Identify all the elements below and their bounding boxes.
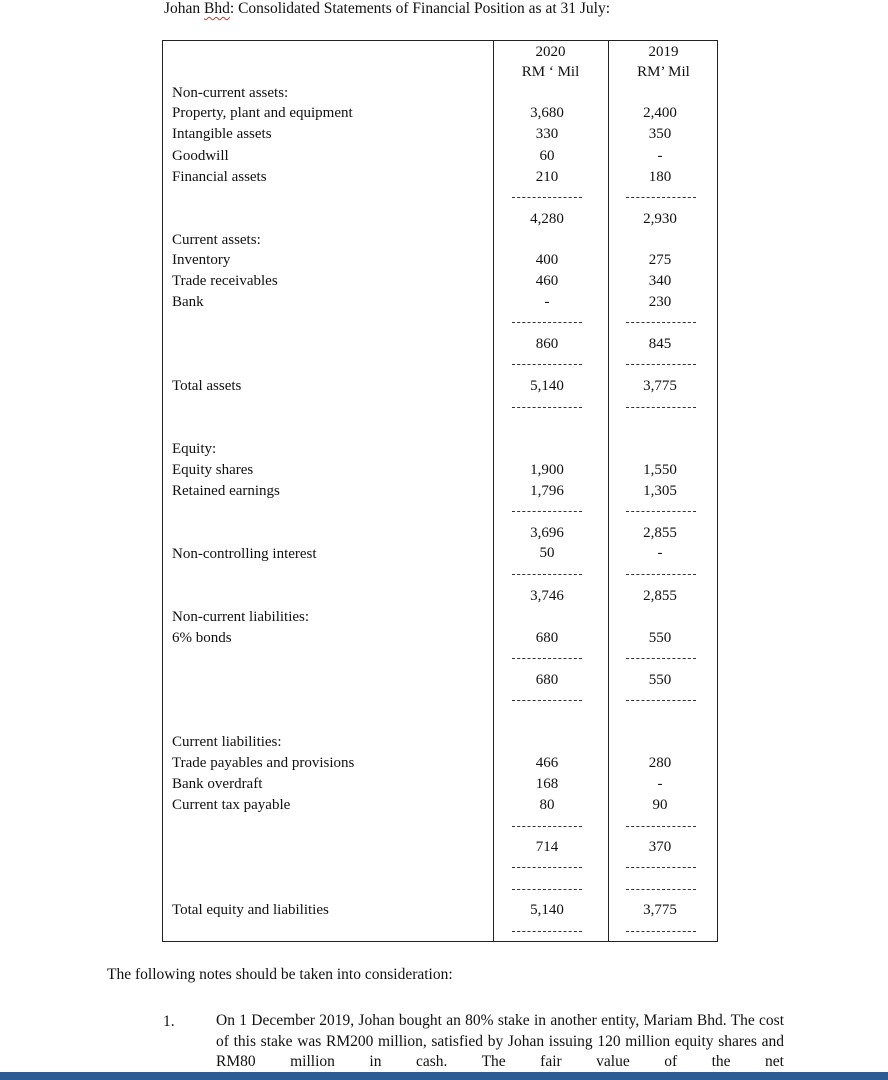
- year-2019: 2019: [648, 44, 679, 60]
- dashed-rule: [512, 364, 582, 365]
- value-2019: 280: [648, 755, 672, 771]
- value-2020: -: [544, 294, 550, 310]
- subtotal-2019: 2,855: [643, 525, 677, 541]
- value-2019: -: [657, 148, 663, 164]
- row-label: Trade payables and provisions: [172, 755, 355, 771]
- dashed-rule: [512, 931, 582, 932]
- dashed-rule: [512, 889, 582, 890]
- dashed-rule: [626, 511, 696, 512]
- row-label: Retained earnings: [172, 483, 280, 499]
- value-2020: 330: [535, 126, 559, 142]
- subtotal-2019: 2,930: [643, 211, 677, 227]
- subtotal-2020: 3,696: [530, 525, 564, 541]
- row-label: Current tax payable: [172, 797, 291, 813]
- dashed-rule: [512, 197, 582, 198]
- value-2020: 210: [535, 169, 559, 185]
- subtotal-2019: 845: [648, 336, 672, 352]
- column-header-2019: [609, 42, 718, 82]
- value-2020: 466: [535, 755, 559, 771]
- row-label: Goodwill: [172, 148, 229, 164]
- total-equity-liabilities-2020: 5,140: [530, 902, 564, 918]
- unit-2020: RM ‘ Mil: [521, 64, 580, 80]
- column-header-2020: [493, 42, 608, 82]
- row-label: Bank overdraft: [172, 776, 263, 792]
- value-2019: 90: [652, 797, 668, 813]
- value-2019: -: [657, 776, 663, 792]
- value-2019: 275: [648, 252, 672, 268]
- value-2020: 60: [539, 148, 555, 164]
- value-2019: 350: [648, 126, 672, 142]
- statement-title: Johan Bhd: Consolidated Statements of Financial Position as at 31 July:: [164, 0, 611, 17]
- row-label: Trade receivables: [172, 273, 278, 289]
- value-2019: 340: [648, 273, 672, 289]
- dashed-rule: [512, 407, 582, 408]
- section-label: Current liabilities:: [172, 734, 282, 750]
- company-name-bhd: Bhd: [204, 0, 230, 17]
- row-label: Intangible assets: [172, 126, 272, 142]
- total-assets-label: Total assets: [172, 378, 242, 394]
- dashed-rule: [512, 322, 582, 323]
- subtotal-2019: 550: [648, 672, 672, 688]
- subtotal-2020: 4,280: [530, 211, 564, 227]
- section-label: Equity:: [172, 441, 217, 457]
- dashed-rule: [626, 364, 696, 365]
- value-2019: 230: [648, 294, 672, 310]
- dashed-rule: [626, 322, 696, 323]
- value-2019: 180: [648, 169, 672, 185]
- value-2020: 80: [539, 797, 555, 813]
- subtotal-2020: 680: [535, 672, 559, 688]
- subtotal-2020: 714: [535, 839, 559, 855]
- subtotal-2020: 3,746: [530, 588, 564, 604]
- row-label: Property, plant and equipment: [172, 105, 353, 121]
- subtotal-2020: 860: [535, 336, 559, 352]
- dashed-rule: [626, 867, 696, 868]
- dashed-rule: [512, 826, 582, 827]
- total-equity-liabilities-label: Total equity and liabilities: [172, 902, 329, 918]
- row-label: Bank: [172, 294, 204, 310]
- value-2020: 460: [535, 273, 559, 289]
- dashed-rule: [626, 889, 696, 890]
- dashed-rule: [512, 700, 582, 701]
- value-2019: 2,400: [643, 105, 677, 121]
- value-2020: 3,680: [530, 105, 564, 121]
- total-assets-2020: 5,140: [530, 378, 564, 394]
- dashed-rule: [512, 867, 582, 868]
- section-label: Non-current assets:: [172, 85, 289, 101]
- total-assets-2019: 3,775: [643, 378, 677, 394]
- dashed-rule: [512, 574, 582, 575]
- row-label: Financial assets: [172, 169, 267, 185]
- row-label: Equity shares: [172, 462, 254, 478]
- note-text: On 1 December 2019, Johan bought an 80% stake in another entity, Mariam Bhd. The cost of this stake was RM200 million, satisfied by Johan issuing 120 million equity shares and RM80 million in cash. The fair value of the net: [216, 1012, 784, 1070]
- dashed-rule: [512, 511, 582, 512]
- note-number: 1.: [163, 1013, 175, 1030]
- dashed-rule: [626, 407, 696, 408]
- value-2019: 1,305: [643, 483, 677, 499]
- dashed-rule: [626, 197, 696, 198]
- subtotal-2019: 370: [648, 839, 672, 855]
- subtotal-2019: 2,855: [643, 588, 677, 604]
- window-bottom-bar: [0, 1072, 888, 1080]
- dashed-rule: [626, 931, 696, 932]
- value-2020: 400: [535, 252, 559, 268]
- value-2019: 1,550: [643, 462, 677, 478]
- row-label: Non-controlling interest: [172, 546, 317, 562]
- value-2020: 50: [539, 545, 555, 561]
- row-label: Inventory: [172, 252, 231, 268]
- total-equity-liabilities-2019: 3,775: [643, 902, 677, 918]
- year-2020: 2020: [535, 44, 566, 60]
- dashed-rule: [626, 826, 696, 827]
- row-label: 6% bonds: [172, 630, 232, 646]
- value-2020: 168: [535, 776, 559, 792]
- value-2020: 680: [535, 630, 559, 646]
- dashed-rule: [626, 700, 696, 701]
- dashed-rule: [626, 574, 696, 575]
- value-2020: 1,900: [530, 462, 564, 478]
- section-label: Non-current liabilities:: [172, 609, 310, 625]
- value-2019: 550: [648, 630, 672, 646]
- value-2020: 1,796: [530, 483, 564, 499]
- dashed-rule: [626, 658, 696, 659]
- section-label: Current assets:: [172, 232, 261, 248]
- value-2019: -: [657, 545, 663, 561]
- notes-intro: The following notes should be taken into consideration:: [107, 966, 453, 983]
- dashed-rule: [512, 658, 582, 659]
- unit-2019: RM’ Mil: [637, 64, 690, 80]
